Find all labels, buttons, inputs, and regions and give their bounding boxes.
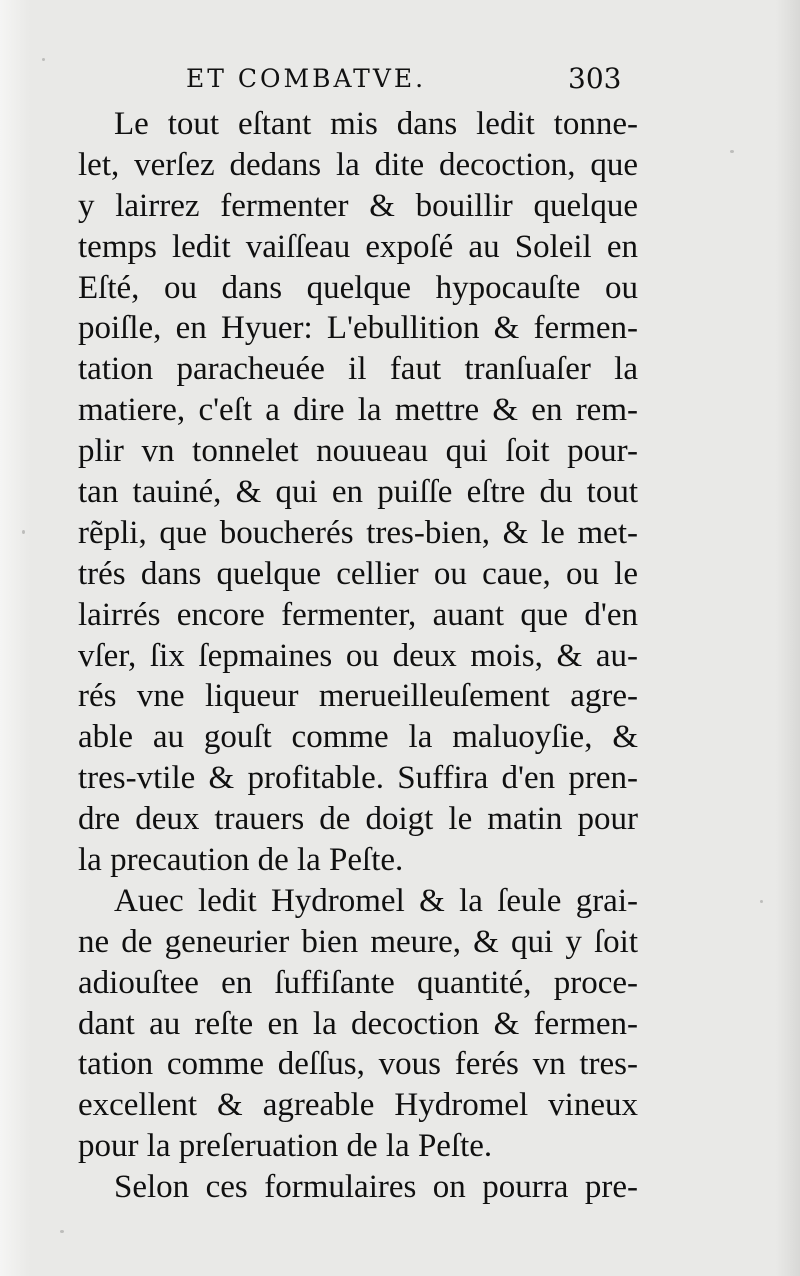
- text-line: vſer, ſix ſepmaines ou deux mois, & au-: [78, 637, 638, 674]
- paper-speck: [60, 1230, 64, 1233]
- text-line: temps ledit vaiſſeau expoſé au Soleil en: [78, 228, 638, 265]
- text-line: lairrés encore fermenter, auant que d'en: [78, 596, 638, 633]
- text-line: adiouſtee en ſuffiſante quantité, proce-: [78, 964, 638, 1001]
- text-line: y lairrez fermenter & bouillir quelque: [78, 187, 638, 224]
- text-line: plir vn tonnelet nouueau qui ſoit pour-: [78, 433, 638, 470]
- text-line: excellent & agreable Hydromel vineux: [78, 1087, 638, 1124]
- text-line: matiere, c'eſt a dire la mettre & en rem-: [78, 392, 638, 429]
- text-line: trés dans quelque cellier ou caue, ou le: [78, 555, 638, 592]
- text-line: dre deux trauers de doigt le matin pour: [78, 801, 638, 838]
- body-text: [78, 104, 638, 1208]
- running-head-title: ET COMBATVE.: [186, 64, 427, 93]
- paper-speck: [730, 150, 734, 153]
- text-line: Auec ledit Hydromel & la ſeule grai-: [114, 882, 638, 919]
- text-line: tres-vtile & profitable. Suffira d'en pren-: [78, 760, 638, 797]
- text-line: ne de geneurier bien meure, & qui y ſoit: [78, 923, 638, 960]
- running-head: [0, 62, 800, 102]
- text-line: tation comme deſſus, vous ferés vn tres-: [78, 1046, 638, 1083]
- text-line: pour la preſeruation de la Peſte.: [78, 1128, 493, 1165]
- text-line: Le tout eſtant mis dans ledit tonne-: [114, 106, 638, 142]
- text-line: tan tauiné, & qui en puiſſe eſtre du tout: [78, 474, 638, 511]
- text-line: let, verſez dedans la dite decoction, que: [78, 146, 638, 183]
- text-line: able au gouſt comme la maluoyſie, &: [78, 719, 638, 756]
- text-line: tation paracheuée il faut tranſuaſer la: [78, 351, 638, 388]
- text-line: rés vne liqueur merueilleuſement agre-: [78, 678, 638, 715]
- text-line: la precaution de la Peſte.: [78, 842, 404, 879]
- text-line: rẽpli, que boucherés tres-bien, & le met-: [78, 514, 638, 551]
- paper-speck: [760, 900, 763, 903]
- text-line: Selon ces formulaires on pourra pre-: [114, 1169, 638, 1206]
- gutter-shadow: [776, 0, 800, 1276]
- page-number: 303: [568, 62, 622, 95]
- text-line: poiſle, en Hyuer: L'ebullition & fermen-: [78, 310, 638, 347]
- page-edge: [0, 0, 30, 1276]
- text-line: Eſté, ou dans quelque hypocauſte ou: [78, 269, 638, 306]
- text-line: dant au reſte en la decoction & fermen-: [78, 1005, 638, 1042]
- paper-speck: [22, 530, 25, 534]
- paper-speck: [42, 58, 45, 61]
